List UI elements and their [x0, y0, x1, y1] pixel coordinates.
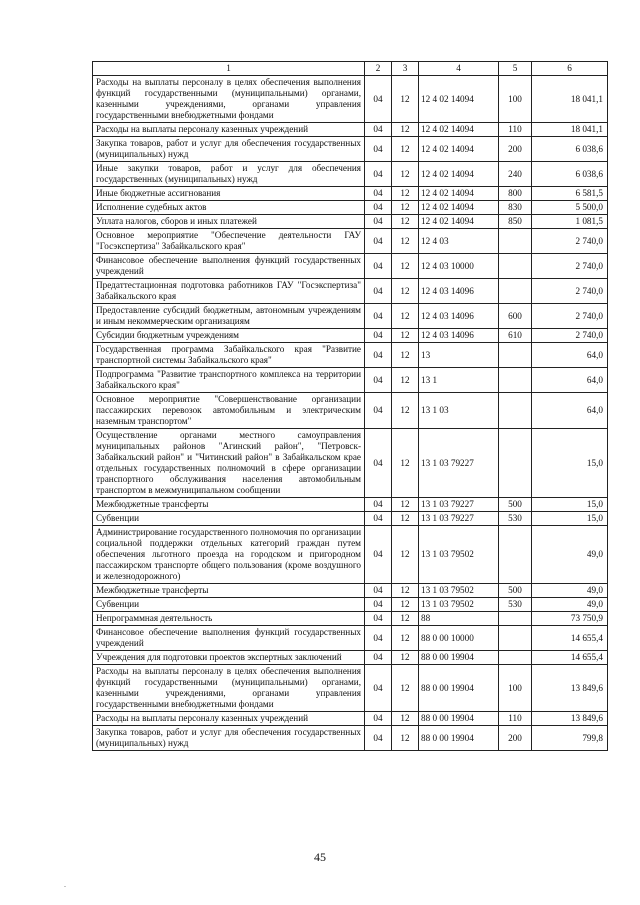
- row-expense-type-cell: 110: [499, 123, 532, 137]
- row-subsection-cell: 12: [392, 526, 419, 584]
- row-target-code-cell: 88 0 00 19904: [419, 651, 499, 665]
- row-expense-type-cell: 530: [499, 598, 532, 612]
- row-name-cell: Субсидии бюджетным учреждениям: [93, 329, 365, 343]
- row-name-cell: Субвенции: [93, 512, 365, 526]
- row-amount-cell: 799,8: [532, 726, 608, 751]
- row-expense-type-cell: [499, 651, 532, 665]
- row-amount-cell: 64,0: [532, 393, 608, 429]
- row-target-code-cell: 12 4 02 14094: [419, 187, 499, 201]
- row-target-code-cell: 12 4 02 14094: [419, 215, 499, 229]
- row-target-code-cell: 13 1 03 79502: [419, 584, 499, 598]
- row-name-cell: Закупка товаров, работ и услуг для обеспечения государственных (муниципальных) нужд: [93, 137, 365, 162]
- table-row: [93, 229, 608, 254]
- row-name-cell: Администрирование государственного полномочия по организации социальной поддержки отдельных категорий граждан путем обеспечения льготного проезда на городском и пригородном пассажирском транспорте общего пользования (кроме воздушного и железнодорожного): [93, 526, 365, 584]
- row-section-cell: 04: [365, 498, 392, 512]
- row-section-cell: 04: [365, 726, 392, 751]
- row-subsection-cell: 12: [392, 229, 419, 254]
- row-subsection-cell: 12: [392, 368, 419, 393]
- budget-table-container: [92, 61, 607, 751]
- row-section-cell: 04: [365, 254, 392, 279]
- table-row: [93, 279, 608, 304]
- row-name-cell: Предаттестационная подготовка работников ГАУ "Госэкспертиза" Забайкальского края: [93, 279, 365, 304]
- table-row: [93, 123, 608, 137]
- row-section-cell: 04: [365, 612, 392, 626]
- row-target-code-cell: 88 0 00 19904: [419, 712, 499, 726]
- row-section-cell: 04: [365, 598, 392, 612]
- row-expense-type-cell: [499, 429, 532, 498]
- row-subsection-cell: 12: [392, 393, 419, 429]
- row-amount-cell: 73 750,9: [532, 612, 608, 626]
- row-target-code-cell: 12 4 03 14096: [419, 304, 499, 329]
- row-subsection-cell: 12: [392, 626, 419, 651]
- row-subsection-cell: 12: [392, 215, 419, 229]
- row-expense-type-cell: 200: [499, 726, 532, 751]
- row-section-cell: 04: [365, 201, 392, 215]
- row-target-code-cell: 12 4 02 14094: [419, 137, 499, 162]
- row-expense-type-cell: 110: [499, 712, 532, 726]
- row-section-cell: 04: [365, 343, 392, 368]
- row-target-code-cell: 13 1 03 79227: [419, 512, 499, 526]
- row-expense-type-cell: 800: [499, 187, 532, 201]
- row-name-cell: Субвенции: [93, 598, 365, 612]
- row-section-cell: 04: [365, 229, 392, 254]
- row-target-code-cell: 88: [419, 612, 499, 626]
- row-section-cell: 04: [365, 123, 392, 137]
- row-section-cell: 04: [365, 584, 392, 598]
- row-target-code-cell: 12 4 02 14094: [419, 162, 499, 187]
- row-section-cell: 04: [365, 626, 392, 651]
- table-row: [93, 201, 608, 215]
- row-name-cell: Иные закупки товаров, работ и услуг для обеспечения государственных (муниципальных) нужд: [93, 162, 365, 187]
- row-target-code-cell: 88 0 00 10000: [419, 626, 499, 651]
- row-target-code-cell: 13 1 03 79502: [419, 598, 499, 612]
- row-amount-cell: 64,0: [532, 343, 608, 368]
- row-target-code-cell: 13 1 03 79227: [419, 498, 499, 512]
- row-target-code-cell: 88 0 00 19904: [419, 665, 499, 712]
- table-row: [93, 343, 608, 368]
- row-name-cell: Уплата налогов, сборов и иных платежей: [93, 215, 365, 229]
- row-amount-cell: 18 041,1: [532, 76, 608, 123]
- row-subsection-cell: 12: [392, 254, 419, 279]
- corner-mark: .: [64, 880, 66, 889]
- table-row: [93, 215, 608, 229]
- row-expense-type-cell: 600: [499, 304, 532, 329]
- page-number: 45: [314, 850, 326, 864]
- row-subsection-cell: 12: [392, 343, 419, 368]
- row-subsection-cell: 12: [392, 201, 419, 215]
- row-subsection-cell: 12: [392, 598, 419, 612]
- row-name-cell: Финансовое обеспечение выполнения функций государственных учреждений: [93, 626, 365, 651]
- row-subsection-cell: 12: [392, 512, 419, 526]
- table-row: [93, 651, 608, 665]
- row-subsection-cell: 12: [392, 304, 419, 329]
- row-subsection-cell: 12: [392, 584, 419, 598]
- table-row: [93, 187, 608, 201]
- row-name-cell: Закупка товаров, работ и услуг для обеспечения государственных (муниципальных) нужд: [93, 726, 365, 751]
- row-amount-cell: 14 655,4: [532, 651, 608, 665]
- row-subsection-cell: 12: [392, 187, 419, 201]
- row-target-code-cell: 12 4 02 14094: [419, 123, 499, 137]
- row-expense-type-cell: 200: [499, 137, 532, 162]
- row-amount-cell: 5 500,0: [532, 201, 608, 215]
- row-expense-type-cell: 100: [499, 665, 532, 712]
- row-amount-cell: 6 038,6: [532, 162, 608, 187]
- row-amount-cell: 49,0: [532, 584, 608, 598]
- header-cell: 1: [93, 62, 365, 76]
- row-name-cell: Основное мероприятие "Обеспечение деятельности ГАУ "Госэкспертиза" Забайкальского края": [93, 229, 365, 254]
- row-subsection-cell: 12: [392, 726, 419, 751]
- row-target-code-cell: 13 1 03 79502: [419, 526, 499, 584]
- header-cell: 6: [532, 62, 608, 76]
- table-row: [93, 368, 608, 393]
- row-section-cell: 04: [365, 665, 392, 712]
- row-expense-type-cell: 830: [499, 201, 532, 215]
- row-target-code-cell: 88 0 00 19904: [419, 726, 499, 751]
- row-amount-cell: 13 849,6: [532, 712, 608, 726]
- row-section-cell: 04: [365, 215, 392, 229]
- row-target-code-cell: 12 4 03: [419, 229, 499, 254]
- row-expense-type-cell: [499, 343, 532, 368]
- row-amount-cell: 49,0: [532, 598, 608, 612]
- row-amount-cell: 14 655,4: [532, 626, 608, 651]
- row-target-code-cell: 12 4 03 10000: [419, 254, 499, 279]
- row-expense-type-cell: [499, 526, 532, 584]
- table-row: [93, 162, 608, 187]
- row-section-cell: 04: [365, 279, 392, 304]
- row-section-cell: 04: [365, 304, 392, 329]
- row-name-cell: Непрограммная деятельность: [93, 612, 365, 626]
- table-row: [93, 626, 608, 651]
- row-amount-cell: 1 081,5: [532, 215, 608, 229]
- row-amount-cell: 15,0: [532, 429, 608, 498]
- row-expense-type-cell: 100: [499, 76, 532, 123]
- row-subsection-cell: 12: [392, 612, 419, 626]
- row-expense-type-cell: 530: [499, 512, 532, 526]
- row-name-cell: Межбюджетные трансферты: [93, 498, 365, 512]
- row-section-cell: 04: [365, 526, 392, 584]
- row-expense-type-cell: [499, 254, 532, 279]
- row-subsection-cell: 12: [392, 329, 419, 343]
- row-name-cell: Иные бюджетные ассигнования: [93, 187, 365, 201]
- row-section-cell: 04: [365, 329, 392, 343]
- row-subsection-cell: 12: [392, 665, 419, 712]
- row-name-cell: Подпрограмма "Развитие транспортного комплекса на территории Забайкальского края": [93, 368, 365, 393]
- row-expense-type-cell: [499, 279, 532, 304]
- table-row: [93, 512, 608, 526]
- table-row: [93, 393, 608, 429]
- budget-table: [92, 61, 608, 751]
- table-header-row: [93, 62, 608, 76]
- table-row: [93, 712, 608, 726]
- row-expense-type-cell: 500: [499, 584, 532, 598]
- row-amount-cell: 2 740,0: [532, 254, 608, 279]
- row-target-code-cell: 12 4 02 14094: [419, 201, 499, 215]
- table-row: [93, 584, 608, 598]
- row-subsection-cell: 12: [392, 712, 419, 726]
- row-expense-type-cell: 500: [499, 498, 532, 512]
- row-section-cell: 04: [365, 651, 392, 665]
- row-name-cell: Предоставление субсидий бюджетным, автономным учреждениям и иным некоммерческим организациям: [93, 304, 365, 329]
- row-name-cell: Осуществление органами местного самоуправления муниципальных районов "Агинский район", "Петровск-Забайкальский район" и "Читинский район" в Забайкальском крае отдельных государственных полномочий в сфере организации транспортного обслуживания населения автомобильным транспортом в межмуниципальном сообщении: [93, 429, 365, 498]
- row-section-cell: 04: [365, 429, 392, 498]
- row-expense-type-cell: 240: [499, 162, 532, 187]
- row-amount-cell: 2 740,0: [532, 329, 608, 343]
- row-name-cell: Расходы на выплаты персоналу казенных учреждений: [93, 712, 365, 726]
- row-amount-cell: 64,0: [532, 368, 608, 393]
- table-row: [93, 526, 608, 584]
- row-subsection-cell: 12: [392, 279, 419, 304]
- row-target-code-cell: 13 1: [419, 368, 499, 393]
- row-target-code-cell: 12 4 02 14094: [419, 76, 499, 123]
- row-name-cell: Расходы на выплаты персоналу казенных учреждений: [93, 123, 365, 137]
- row-subsection-cell: 12: [392, 76, 419, 123]
- row-expense-type-cell: [499, 229, 532, 254]
- row-subsection-cell: 12: [392, 162, 419, 187]
- row-target-code-cell: 13 1 03 79227: [419, 429, 499, 498]
- header-cell: 5: [499, 62, 532, 76]
- row-section-cell: 04: [365, 512, 392, 526]
- row-name-cell: Государственная программа Забайкальского края "Развитие транспортной системы Забайкальского края": [93, 343, 365, 368]
- row-subsection-cell: 12: [392, 498, 419, 512]
- row-name-cell: Основное мероприятие "Совершенствование организации пассажирских перевозок автомобильным и электрическим наземным транспортом": [93, 393, 365, 429]
- row-name-cell: Расходы на выплаты персоналу в целях обеспечения выполнения функций государственными (муниципальными) органами, казенными учреждениями, органами управления государственными внебюджетными фондами: [93, 76, 365, 123]
- row-amount-cell: 6 038,6: [532, 137, 608, 162]
- row-name-cell: Финансовое обеспечение выполнения функций государственных учреждений: [93, 254, 365, 279]
- row-name-cell: Исполнение судебных актов: [93, 201, 365, 215]
- row-name-cell: Расходы на выплаты персоналу в целях обеспечения выполнения функций государственными (муниципальными) органами, казенными учреждениями, органами управления государственными внебюджетными фондами: [93, 665, 365, 712]
- row-target-code-cell: 12 4 03 14096: [419, 329, 499, 343]
- row-expense-type-cell: [499, 393, 532, 429]
- row-section-cell: 04: [365, 187, 392, 201]
- header-cell: 3: [392, 62, 419, 76]
- table-row: [93, 598, 608, 612]
- row-section-cell: 04: [365, 393, 392, 429]
- table-row: [93, 76, 608, 123]
- row-amount-cell: 2 740,0: [532, 229, 608, 254]
- row-target-code-cell: 12 4 03 14096: [419, 279, 499, 304]
- row-amount-cell: 2 740,0: [532, 304, 608, 329]
- table-row: [93, 304, 608, 329]
- row-amount-cell: 6 581,5: [532, 187, 608, 201]
- table-row: [93, 612, 608, 626]
- row-section-cell: 04: [365, 162, 392, 187]
- table-row: [93, 429, 608, 498]
- row-amount-cell: 15,0: [532, 512, 608, 526]
- table-body: [93, 76, 608, 751]
- table-row: [93, 137, 608, 162]
- table-row: [93, 329, 608, 343]
- row-section-cell: 04: [365, 712, 392, 726]
- row-section-cell: 04: [365, 137, 392, 162]
- table-row: [93, 498, 608, 512]
- row-expense-type-cell: [499, 626, 532, 651]
- row-name-cell: Учреждения для подготовки проектов экспертных заключений: [93, 651, 365, 665]
- row-section-cell: 04: [365, 76, 392, 123]
- row-subsection-cell: 12: [392, 651, 419, 665]
- row-amount-cell: 18 041,1: [532, 123, 608, 137]
- row-amount-cell: 13 849,6: [532, 665, 608, 712]
- row-subsection-cell: 12: [392, 123, 419, 137]
- row-name-cell: Межбюджетные трансферты: [93, 584, 365, 598]
- row-amount-cell: 2 740,0: [532, 279, 608, 304]
- row-amount-cell: 49,0: [532, 526, 608, 584]
- row-target-code-cell: 13: [419, 343, 499, 368]
- row-subsection-cell: 12: [392, 137, 419, 162]
- row-subsection-cell: 12: [392, 429, 419, 498]
- row-target-code-cell: 13 1 03: [419, 393, 499, 429]
- row-expense-type-cell: 850: [499, 215, 532, 229]
- header-cell: 2: [365, 62, 392, 76]
- table-row: [93, 665, 608, 712]
- row-expense-type-cell: [499, 368, 532, 393]
- row-expense-type-cell: [499, 612, 532, 626]
- header-cell: 4: [419, 62, 499, 76]
- table-row: [93, 726, 608, 751]
- table-row: [93, 254, 608, 279]
- row-amount-cell: 15,0: [532, 498, 608, 512]
- row-expense-type-cell: 610: [499, 329, 532, 343]
- row-section-cell: 04: [365, 368, 392, 393]
